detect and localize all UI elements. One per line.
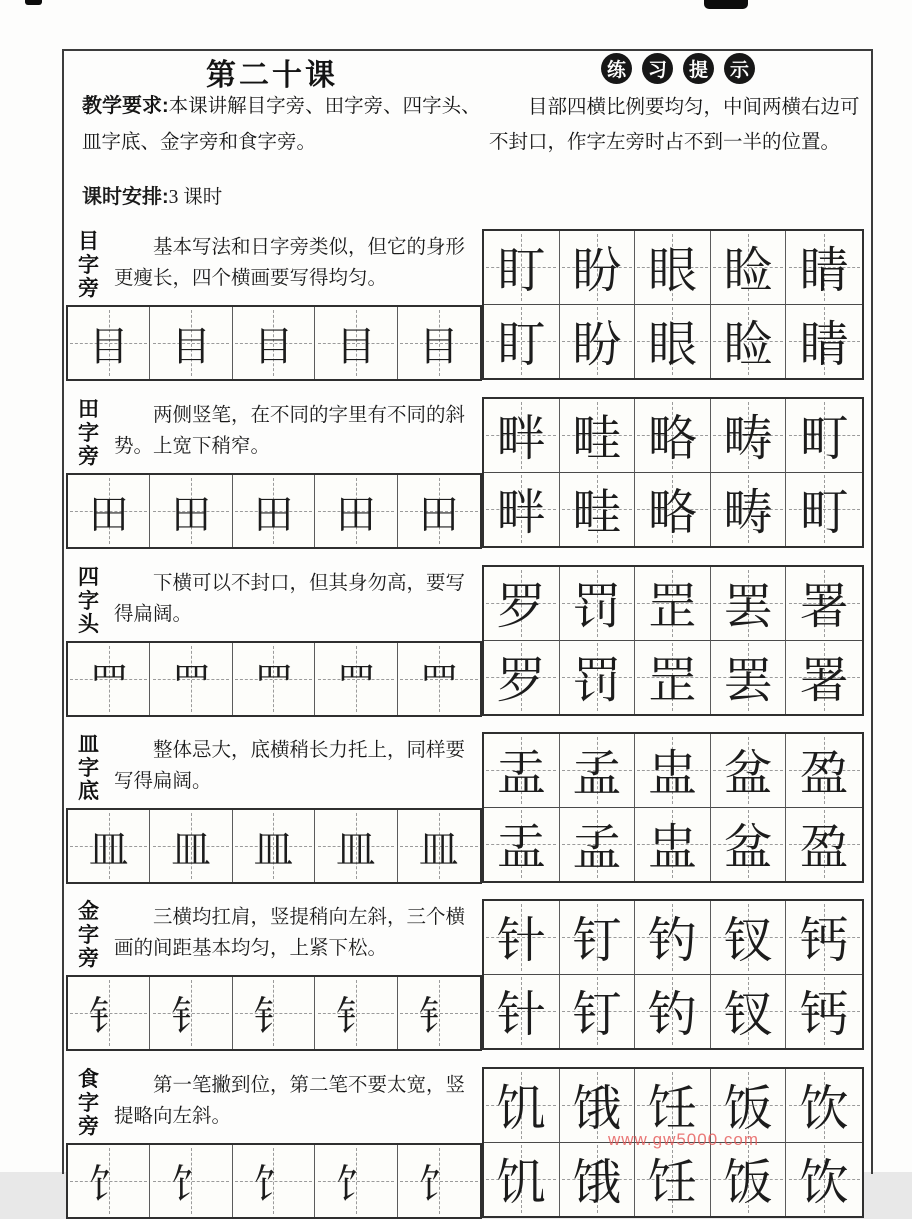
practice-strip — [66, 641, 482, 717]
example-character: 钗 — [723, 986, 773, 1044]
example-character: 畦 — [572, 484, 622, 542]
example-grid — [482, 899, 864, 1050]
example-character: 盼 — [572, 316, 622, 374]
example-character: 盯 — [496, 316, 546, 374]
example-character: 饪 — [647, 1154, 697, 1212]
radical-label-char: 旁 — [78, 1115, 99, 1138]
practice-cell — [398, 1145, 480, 1217]
example-cell — [786, 567, 862, 641]
radical-glyph: 钅 — [418, 993, 459, 1040]
class-schedule — [82, 180, 222, 209]
practice-cell — [315, 1145, 397, 1217]
example-cell — [711, 567, 787, 641]
radical-description: 第一笔撇到位，第二笔不要太宽，竖提略向左斜。 — [114, 1075, 466, 1127]
practice-cell — [315, 977, 397, 1049]
radical-label-char: 字 — [78, 923, 99, 947]
radical-glyph: 目 — [171, 323, 212, 370]
radical-glyph: 田 — [253, 491, 294, 538]
example-cell — [560, 567, 636, 641]
example-character: 钙 — [799, 986, 849, 1044]
teaching-requirements-label: 教学要求: — [82, 95, 169, 117]
practice-cell — [398, 810, 480, 882]
example-character: 罡 — [647, 652, 697, 710]
example-cell — [635, 808, 711, 882]
radical-glyph: 皿 — [253, 826, 294, 873]
radical-label — [78, 566, 99, 637]
example-cell — [711, 901, 787, 975]
example-cell — [484, 231, 560, 305]
radical-glyph: 目 — [335, 323, 376, 370]
practice-cell — [398, 475, 480, 547]
practice-cell — [315, 307, 397, 379]
practice-strip — [66, 473, 482, 549]
example-character: 畔 — [496, 410, 546, 468]
radical-glyph: 罒 — [418, 659, 459, 706]
example-cell — [635, 567, 711, 641]
example-cell — [484, 808, 560, 882]
radical-glyph: 皿 — [335, 826, 376, 873]
example-cell — [560, 641, 636, 715]
example-character: 钉 — [572, 986, 622, 1044]
practice-cell — [233, 307, 315, 379]
example-cell — [635, 1143, 711, 1217]
example-cell — [711, 399, 787, 473]
radical-label — [78, 398, 99, 469]
example-character: 盼 — [572, 242, 622, 300]
example-character: 饿 — [572, 1154, 622, 1212]
example-character: 町 — [799, 410, 849, 468]
hint-badge: 练 — [601, 53, 632, 84]
practice-strip — [66, 808, 482, 884]
example-cell — [635, 641, 711, 715]
teaching-requirements-text: 本课讲解目字旁、田字旁、四字头、皿字底、金字旁和食字旁。 — [82, 96, 481, 153]
radical-glyph: 钅 — [171, 993, 212, 1040]
radical-glyph: 罒 — [171, 659, 212, 706]
radical-glyph: 目 — [418, 323, 459, 370]
example-cell — [711, 1143, 787, 1217]
example-cell — [560, 975, 636, 1049]
example-character: 略 — [647, 410, 697, 468]
example-cell — [635, 975, 711, 1049]
example-character: 罚 — [572, 578, 622, 636]
example-character: 睛 — [799, 316, 849, 374]
example-character: 畔 — [496, 484, 546, 542]
example-cell — [786, 231, 862, 305]
example-character: 睛 — [799, 242, 849, 300]
radical-glyph: 钅 — [253, 993, 294, 1040]
class-schedule-text: 3 课时 — [168, 187, 223, 208]
practice-cell — [68, 977, 150, 1049]
example-cell — [560, 901, 636, 975]
example-cell — [635, 734, 711, 808]
example-character: 罢 — [723, 652, 773, 710]
example-cell — [711, 473, 787, 547]
radical-description: 整体忌大，底横稍长力托上，同样要写得扁阔。 — [114, 740, 466, 792]
example-character: 盅 — [647, 745, 697, 803]
example-character: 钓 — [647, 986, 697, 1044]
example-character: 睑 — [723, 316, 773, 374]
practice-cell — [150, 810, 232, 882]
example-cell — [560, 399, 636, 473]
example-character: 饭 — [723, 1154, 773, 1212]
example-character: 饥 — [496, 1080, 546, 1138]
radical-glyph: 目 — [88, 323, 129, 370]
example-cell — [786, 473, 862, 547]
example-cell — [786, 975, 862, 1049]
example-cell — [711, 734, 787, 808]
radical-glyph: 田 — [171, 491, 212, 538]
example-character: 钓 — [647, 912, 697, 970]
example-cell — [484, 975, 560, 1049]
radical-glyph: 饣 — [88, 1161, 129, 1208]
radical-section — [0, 731, 912, 881]
radical-label — [78, 733, 99, 804]
radical-label-char: 目 — [78, 230, 99, 253]
practice-cell — [233, 977, 315, 1049]
radical-glyph: 罒 — [335, 659, 376, 706]
watermark: www.gw5000.com — [608, 1130, 760, 1149]
example-character: 饮 — [799, 1154, 849, 1212]
example-character: 町 — [799, 484, 849, 542]
example-cell — [484, 1143, 560, 1217]
example-cell — [560, 473, 636, 547]
radical-section — [0, 396, 912, 546]
hint-badge: 提 — [683, 53, 714, 84]
example-character: 针 — [496, 912, 546, 970]
example-character: 钉 — [572, 912, 622, 970]
practice-cell — [233, 643, 315, 715]
example-character: 盈 — [799, 819, 849, 877]
example-cell — [484, 399, 560, 473]
radical-description: 两侧竖笔，在不同的字里有不同的斜势。上宽下稍窄。 — [114, 405, 466, 457]
radical-glyph: 皿 — [171, 826, 212, 873]
radical-label-char: 田 — [78, 398, 99, 421]
example-cell — [484, 901, 560, 975]
example-character: 孟 — [572, 745, 622, 803]
practice-cell — [68, 307, 150, 379]
example-character: 饮 — [799, 1080, 849, 1138]
example-character: 罚 — [572, 652, 622, 710]
example-character: 盯 — [496, 242, 546, 300]
example-cell — [484, 567, 560, 641]
example-character: 眼 — [647, 316, 697, 374]
practice-strip — [66, 305, 482, 381]
radical-glyph: 饣 — [335, 1161, 376, 1208]
example-character: 畴 — [723, 410, 773, 468]
example-cell — [635, 399, 711, 473]
example-cell — [711, 231, 787, 305]
example-cell — [786, 1143, 862, 1217]
practice-cell — [150, 475, 232, 547]
example-character: 盂 — [496, 819, 546, 877]
radical-label-char: 皿 — [78, 733, 99, 756]
example-character: 略 — [647, 484, 697, 542]
radical-description: 下横可以不封口，但其身勿高，要写得扁阔。 — [114, 573, 466, 625]
radical-glyph: 罒 — [253, 659, 294, 706]
practice-hint-text: 目部四横比例要均匀，中间两横右边可不封口，作字左旁时占不到一半的位置。 — [489, 97, 860, 153]
hint-badge: 习 — [642, 53, 673, 84]
radical-label-char: 字 — [78, 756, 99, 780]
example-cell — [560, 231, 636, 305]
practice-hint-badges — [601, 53, 755, 84]
radical-label-char: 食 — [78, 1068, 99, 1091]
radical-label-char: 头 — [78, 613, 99, 636]
practice-cell — [398, 977, 480, 1049]
example-cell — [635, 231, 711, 305]
example-character: 钗 — [723, 912, 773, 970]
example-character: 饭 — [723, 1080, 773, 1138]
example-character: 眼 — [647, 242, 697, 300]
radical-section — [0, 564, 912, 714]
practice-cell — [398, 307, 480, 379]
radical-label-char: 底 — [78, 780, 99, 803]
practice-cell — [233, 810, 315, 882]
radical-glyph: 饣 — [418, 1161, 459, 1208]
radical-glyph: 饣 — [253, 1161, 294, 1208]
radical-label — [78, 900, 99, 971]
example-cell — [484, 305, 560, 379]
radical-label-char: 四 — [78, 566, 99, 589]
radical-glyph: 饣 — [171, 1161, 212, 1208]
radical-glyph: 田 — [418, 491, 459, 538]
example-cell — [560, 734, 636, 808]
example-cell — [560, 305, 636, 379]
radical-label-char: 字 — [78, 253, 99, 277]
radical-label-char: 旁 — [78, 947, 99, 970]
radical-label-char: 金 — [78, 900, 99, 923]
practice-cell — [68, 643, 150, 715]
example-character: 钙 — [799, 912, 849, 970]
example-character: 畴 — [723, 484, 773, 542]
practice-cell — [315, 643, 397, 715]
example-cell — [635, 305, 711, 379]
practice-cell — [233, 475, 315, 547]
radical-section — [0, 898, 912, 1048]
example-cell — [786, 808, 862, 882]
practice-cell — [150, 977, 232, 1049]
radical-label — [78, 1068, 99, 1139]
example-grid — [482, 397, 864, 548]
example-character: 饪 — [647, 1080, 697, 1138]
example-cell — [635, 901, 711, 975]
example-grid — [482, 229, 864, 380]
radical-glyph: 田 — [335, 491, 376, 538]
example-cell — [484, 641, 560, 715]
example-character: 罢 — [723, 578, 773, 636]
example-cell — [711, 975, 787, 1049]
practice-cell — [398, 643, 480, 715]
practice-strip — [66, 1143, 482, 1219]
example-character: 畦 — [572, 410, 622, 468]
example-character: 罗 — [496, 578, 546, 636]
radical-label-char: 字 — [78, 1091, 99, 1115]
lesson-title: 第二十课 — [206, 59, 338, 92]
practice-strip — [66, 975, 482, 1051]
radical-section — [0, 228, 912, 378]
practice-cell — [150, 307, 232, 379]
example-grid — [482, 732, 864, 883]
example-character: 盂 — [496, 745, 546, 803]
example-character: 针 — [496, 986, 546, 1044]
example-cell — [484, 1069, 560, 1143]
practice-cell — [68, 810, 150, 882]
example-cell — [786, 305, 862, 379]
radical-glyph: 罒 — [88, 659, 129, 706]
radical-description: 三横均扛肩，竖提稍向左斜，三个横画的间距基本均匀，上紧下松。 — [114, 907, 466, 959]
example-character: 罗 — [496, 652, 546, 710]
example-character: 饥 — [496, 1154, 546, 1212]
scan-artifact — [704, 0, 748, 9]
hint-badge: 示 — [724, 53, 755, 84]
example-cell — [786, 641, 862, 715]
example-cell — [711, 808, 787, 882]
example-character: 署 — [799, 652, 849, 710]
example-character: 孟 — [572, 819, 622, 877]
example-grid — [482, 565, 864, 716]
radical-section — [0, 1066, 912, 1216]
radical-label-char: 旁 — [78, 277, 99, 300]
example-cell — [560, 1143, 636, 1217]
radical-glyph: 目 — [253, 323, 294, 370]
practice-cell — [150, 643, 232, 715]
example-cell — [484, 473, 560, 547]
example-cell — [635, 473, 711, 547]
example-character: 罡 — [647, 578, 697, 636]
example-cell — [786, 399, 862, 473]
example-cell — [560, 808, 636, 882]
example-character: 盆 — [723, 819, 773, 877]
example-character: 盅 — [647, 819, 697, 877]
example-cell — [786, 734, 862, 808]
example-cell — [711, 305, 787, 379]
class-schedule-label: 课时安排: — [82, 186, 169, 208]
practice-cell — [150, 1145, 232, 1217]
practice-cell — [233, 1145, 315, 1217]
radical-label-char: 旁 — [78, 445, 99, 468]
radical-label-char: 字 — [78, 421, 99, 445]
practice-cell — [315, 475, 397, 547]
example-character: 盆 — [723, 745, 773, 803]
radical-glyph: 钅 — [88, 993, 129, 1040]
scan-artifact — [25, 0, 42, 5]
radical-label-char: 字 — [78, 589, 99, 613]
practice-cell — [315, 810, 397, 882]
example-character: 饿 — [572, 1080, 622, 1138]
radical-glyph: 皿 — [88, 826, 129, 873]
example-cell — [786, 1069, 862, 1143]
teaching-requirements — [82, 88, 482, 161]
radical-label — [78, 230, 99, 301]
radical-glyph: 皿 — [418, 826, 459, 873]
practice-cell — [68, 1145, 150, 1217]
example-cell — [711, 641, 787, 715]
example-character: 署 — [799, 578, 849, 636]
example-character: 睑 — [723, 242, 773, 300]
example-character: 盈 — [799, 745, 849, 803]
example-cell — [786, 901, 862, 975]
radical-glyph: 田 — [88, 491, 129, 538]
radical-glyph: 钅 — [335, 993, 376, 1040]
example-cell — [484, 734, 560, 808]
practice-cell — [68, 475, 150, 547]
radical-description: 基本写法和日字旁类似，但它的身形更瘦长，四个横画要写得均匀。 — [114, 237, 466, 289]
